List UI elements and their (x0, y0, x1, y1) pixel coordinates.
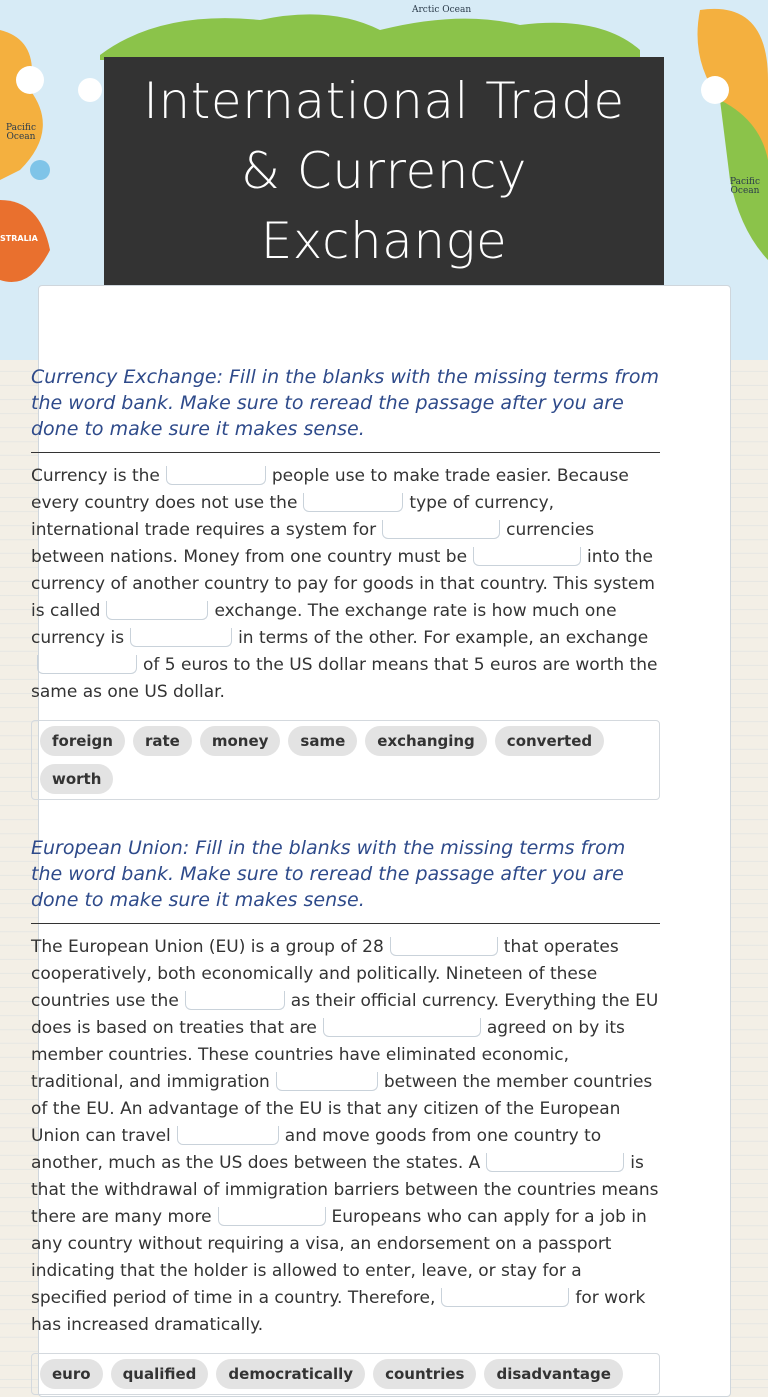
word-chip-converted[interactable]: converted (495, 726, 604, 756)
word-chip-money[interactable]: money (200, 726, 281, 756)
passage (31, 934, 660, 1339)
blank-drop-target[interactable] (303, 493, 403, 512)
blank-drop-target[interactable] (323, 1018, 481, 1037)
blank-drop-target[interactable] (276, 1072, 378, 1091)
passage-text: people use to make trade easier. Because every country does not use the (31, 466, 629, 513)
page-title: International Trade & Currency Exchange (143, 72, 625, 270)
word-chip-same[interactable]: same (288, 726, 357, 756)
title-box (104, 57, 664, 285)
blank-drop-target[interactable] (185, 991, 285, 1010)
word-chip-disadvantage[interactable]: disadvantage (484, 1359, 622, 1389)
blank-drop-target[interactable] (218, 1207, 326, 1226)
blank-drop-target[interactable] (106, 601, 208, 620)
word-chip-qualified[interactable]: qualified (111, 1359, 209, 1389)
section-instructions: Currency Exchange: Fill in the blanks with the missing terms from the word bank. Make sure to reread the passage after you are done to make sure it makes sense. (31, 364, 660, 453)
blank-drop-target[interactable] (37, 655, 137, 674)
blank-drop-target[interactable] (177, 1126, 279, 1145)
passage-text: exchange. The exchange rate is how much one currency is (31, 601, 617, 648)
passage-text: Currency is the (31, 466, 160, 486)
word-chip-worth[interactable]: worth (40, 764, 113, 794)
passage-text: for work has increased dramatically. (31, 1288, 646, 1335)
word-chip-euro[interactable]: euro (40, 1359, 103, 1389)
passage-text: in terms of the other. For example, an exchange (238, 628, 649, 648)
word-bank (31, 1353, 660, 1395)
word-chip-foreign[interactable]: foreign (40, 726, 125, 756)
section-instructions: European Union: Fill in the blanks with the missing terms from the word bank. Make sure to reread the passage after you are done to make sure it makes sense. (31, 835, 660, 924)
passage-text: between the member countries of the EU. An advantage of the EU is that any citizen of the European Union can travel (31, 1072, 653, 1146)
passage-text: as their official currency. Everything the EU does is based on treaties that are (31, 991, 659, 1038)
blank-drop-target[interactable] (486, 1153, 624, 1172)
passage-text: of 5 euros to the US dollar means that 5 euros are worth the same as one US dollar. (31, 655, 658, 702)
passage-text: and move goods from one country to another, much as the US does between the states. A (31, 1126, 602, 1173)
blank-drop-target[interactable] (130, 628, 232, 647)
blank-drop-target[interactable] (390, 937, 498, 956)
passage-text: into the currency of another country to pay for goods in that country. This system is called (31, 547, 655, 621)
section-currency-exchange (31, 364, 660, 800)
word-chip-countries[interactable]: countries (373, 1359, 476, 1389)
word-chip-rate[interactable]: rate (133, 726, 192, 756)
passage-text: is that the withdrawal of immigration barriers between the countries means there are many more (31, 1153, 659, 1227)
blank-drop-target[interactable] (473, 547, 581, 566)
passage-text: agreed on by its member countries. These countries have eliminated economic, traditional, and immigration (31, 1018, 625, 1092)
passage-text: that operates cooperatively, both economically and politically. Nineteen of these countries use the (31, 937, 619, 1011)
country-label: STRALIA (0, 234, 38, 243)
passage-text: The European Union (EU) is a group of 28 (31, 937, 384, 957)
blank-drop-target[interactable] (382, 520, 500, 539)
ocean-label-pacific-east: Pacific Ocean (730, 177, 760, 196)
ocean-label-pacific-west: Pacific Ocean (6, 123, 36, 142)
section-european-union (31, 835, 660, 1395)
ocean-label-arctic: Arctic Ocean (412, 5, 472, 15)
passage-text: currencies between nations. Money from one country must be (31, 520, 595, 567)
blank-drop-target[interactable] (166, 466, 266, 485)
word-bank (31, 720, 660, 800)
blank-drop-target[interactable] (441, 1288, 569, 1307)
passage (31, 463, 660, 706)
passage-text: Europeans who can apply for a job in any country without requiring a visa, an endorsement on a passport indicating that the holder is allowed to enter, leave, or stay for a specified period of time in a country. Therefore, (31, 1207, 647, 1308)
word-chip-democratically[interactable]: democratically (216, 1359, 365, 1389)
passage-text: type of currency, international trade requires a system for (31, 493, 555, 540)
word-chip-exchanging[interactable]: exchanging (365, 726, 487, 756)
